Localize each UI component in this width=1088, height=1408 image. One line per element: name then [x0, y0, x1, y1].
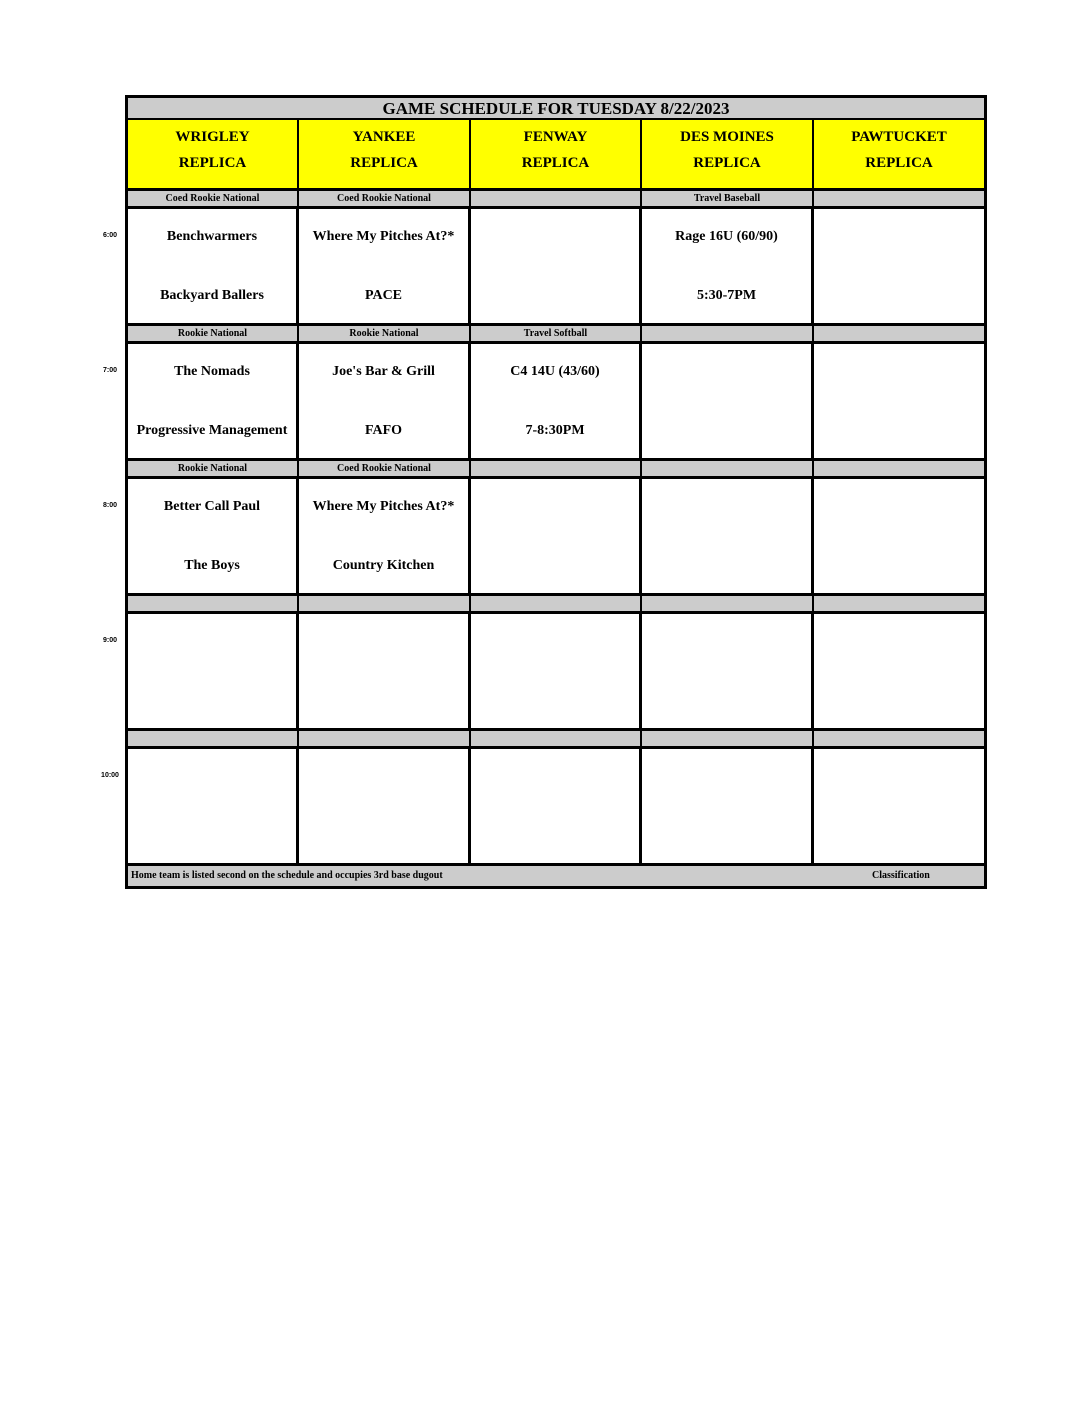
away-team: Where My Pitches At?*	[312, 499, 455, 514]
field-name: DES MOINES	[680, 129, 774, 145]
away-team: Better Call Paul	[163, 499, 261, 514]
classification-cell	[814, 191, 984, 209]
game-cell	[128, 749, 299, 866]
time-label: 6:00	[102, 232, 117, 239]
game-cell	[642, 479, 814, 596]
game-cell	[814, 479, 984, 596]
game-cell	[128, 344, 299, 461]
time-label: 10:00	[101, 772, 119, 779]
game-cell	[814, 749, 984, 866]
classification-cell	[471, 731, 642, 749]
game-cell	[471, 209, 642, 326]
home-team: Country Kitchen	[332, 558, 435, 573]
home-team: 7-8:30PM	[525, 423, 585, 438]
game-cell	[814, 344, 984, 461]
classification-cell	[814, 326, 984, 344]
classification-cell	[299, 731, 471, 749]
classification-cell	[642, 596, 814, 614]
game-cell	[128, 614, 299, 731]
field-subtitle: REPLICA	[865, 155, 933, 171]
away-team: Rage 16U (60/90)	[675, 229, 778, 244]
classification-label: Classification	[872, 870, 930, 881]
field-subtitle: REPLICA	[693, 155, 761, 171]
away-team: Where My Pitches At?*	[312, 229, 455, 244]
field-name: WRIGLEY	[175, 129, 250, 145]
game-cell	[642, 209, 814, 326]
away-team: The Nomads	[174, 364, 250, 379]
away-team: Benchwarmers	[166, 229, 258, 244]
classification-cell	[128, 596, 299, 614]
field-name: FENWAY	[523, 129, 588, 145]
field-header	[299, 120, 471, 191]
field-header	[642, 120, 814, 191]
game-cell	[128, 209, 299, 326]
game-cell	[299, 614, 471, 731]
time-label: 7:00	[102, 367, 117, 374]
schedule-title: GAME SCHEDULE FOR TUESDAY 8/22/2023	[128, 98, 984, 120]
away-team: Joe's Bar & Grill	[332, 364, 435, 379]
classification-cell	[642, 461, 814, 479]
field-name: PAWTUCKET	[851, 129, 947, 145]
game-cell	[471, 614, 642, 731]
game-cell	[471, 749, 642, 866]
classification-cell	[471, 596, 642, 614]
game-cell	[642, 344, 814, 461]
classification-cell: Coed Rookie National	[299, 191, 471, 209]
time-label: 8:00	[102, 502, 117, 509]
home-team: PACE	[364, 288, 403, 303]
classification-cell	[814, 596, 984, 614]
classification-cell: Coed Rookie National	[128, 191, 299, 209]
away-team: C4 14U (43/60)	[510, 364, 600, 379]
game-cell	[642, 614, 814, 731]
classification-cell	[471, 461, 642, 479]
time-label: 9:00	[102, 637, 117, 644]
field-name: YANKEE	[352, 129, 416, 145]
game-cell	[299, 344, 471, 461]
classification-cell: Rookie National	[128, 461, 299, 479]
game-cell	[471, 479, 642, 596]
game-cell	[642, 749, 814, 866]
field-header	[471, 120, 642, 191]
game-cell	[814, 614, 984, 731]
schedule-footer	[128, 866, 984, 886]
home-team: Backyard Ballers	[160, 288, 264, 303]
classification-cell	[814, 461, 984, 479]
field-subtitle: REPLICA	[521, 155, 590, 171]
schedule-table	[125, 95, 987, 889]
classification-cell	[299, 596, 471, 614]
game-cell	[814, 209, 984, 326]
home-team: 5:30-7PM	[696, 288, 757, 303]
classification-cell	[471, 191, 642, 209]
classification-cell: Travel Baseball	[642, 191, 814, 209]
home-team: The Boys	[184, 558, 240, 573]
game-cell	[299, 209, 471, 326]
classification-cell: Rookie National	[299, 326, 471, 344]
classification-cell: Coed Rookie National	[299, 461, 471, 479]
game-cell	[471, 344, 642, 461]
field-header	[814, 120, 984, 191]
home-team: Progressive Management	[136, 423, 288, 438]
classification-cell: Travel Softball	[471, 326, 642, 344]
home-team: FAFO	[364, 423, 403, 438]
classification-cell: Rookie National	[128, 326, 299, 344]
field-subtitle: REPLICA	[350, 155, 418, 171]
classification-cell	[814, 731, 984, 749]
field-subtitle: REPLICA	[178, 155, 247, 171]
game-cell	[299, 749, 471, 866]
game-cell	[299, 479, 471, 596]
field-header	[128, 120, 299, 191]
classification-cell	[642, 326, 814, 344]
game-cell	[128, 479, 299, 596]
classification-cell	[128, 731, 299, 749]
classification-cell	[642, 731, 814, 749]
home-team-note: Home team is listed second on the schedule and occupies 3rd base dugout	[131, 870, 443, 881]
